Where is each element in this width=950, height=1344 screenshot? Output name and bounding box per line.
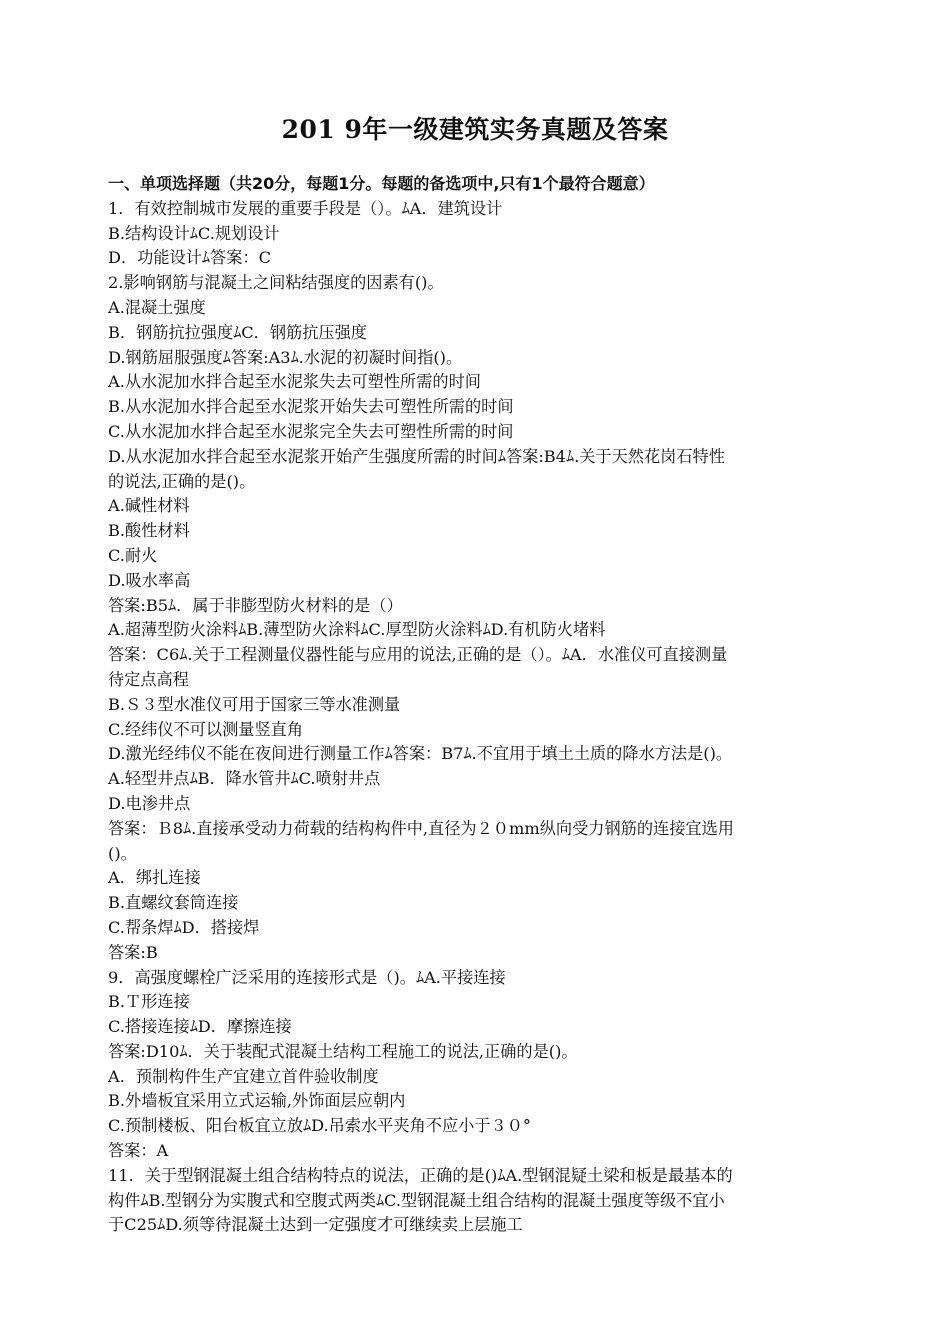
text-line: B．钢筋抗拉强度ﾑC．钢筋抗压强度: [108, 322, 367, 342]
text-line: C.搭接连接ﾑD．摩擦连接: [108, 1017, 292, 1037]
text-line: A.碱性材料: [108, 496, 190, 516]
text-line: 答案：Ｂ8ﾑ.直接承受动力荷载的结构构件中,直径为２０mm纵向受力钢筋的连接宜选用: [108, 818, 734, 838]
text-line: A．预制构件生产宜建立首件验收制度: [108, 1066, 379, 1086]
text-line: 构件ﾑB.型钢分为实腹式和空腹式两类ﾑC.型钢混凝土组合结构的混凝土强度等级不宜小: [108, 1190, 725, 1210]
text-line: B.Ｔ形连接: [108, 992, 190, 1012]
text-line: C.帮条焊ﾑD．搭接焊: [108, 917, 260, 937]
text-line: A.混凝土强度: [108, 297, 206, 317]
text-line: D.钢筋屈服强度ﾑ答案:A3ﾑ.水泥的初凝时间指()。: [108, 347, 463, 367]
text-line: 答案:B5ﾑ．属于非膨型防火材料的是（）: [108, 595, 403, 615]
text-line: A.超薄型防火涂料ﾑB.薄型防火涂料ﾑC.厚型防火涂料ﾑD.有机防火堵料: [108, 620, 606, 640]
text-line: A．绑扎连接: [108, 868, 201, 888]
text-line: 答案：A: [108, 1141, 169, 1161]
text-line: 2.影响钢筋与混凝土之间粘结强度的因素有()。: [108, 273, 444, 293]
text-line: A.从水泥加水拌合起至水泥浆失去可塑性所需的时间: [108, 372, 481, 392]
text-line: C.预制楼板、阳台板宜立放ﾑD.吊索水平夹角不应小于３０°: [108, 1116, 531, 1136]
text-line: B.Ｓ３型水准仪可用于国家三等水准测量: [108, 694, 401, 714]
text-line: B.酸性材料: [108, 521, 190, 541]
text-line: 答案：C6ﾑ.关于工程测量仪器性能与应用的说法,正确的是（）。ﾑA．水准仪可直接测量: [108, 645, 728, 665]
section-heading: 一、单项选择题（共20分，每题1分。每题的备选项中,只有1个最符合题意）: [108, 174, 655, 193]
text-line: D.从水泥加水拌合起至水泥浆开始产生强度所需的时间ﾑ答案:B4ﾑ.关于天然花岗石特性: [108, 446, 725, 466]
text-line: C.经纬仪不可以测量竖直角: [108, 719, 304, 739]
text-line: 的说法,正确的是()。: [108, 471, 256, 491]
text-line: A.轻型井点ﾑB．降水管井ﾑC.喷射井点: [108, 769, 381, 789]
text-line: C.从水泥加水拌合起至水泥浆完全失去可塑性所需的时间: [108, 421, 514, 441]
text-line: B.直螺纹套筒连接: [108, 893, 239, 913]
text-line: D.激光经纬仪不能在夜间进行测量工作ﾑ答案：B7ﾑ.不宜用于填土土质的降水方法是()。: [108, 744, 733, 764]
text-line: 答案:B: [108, 942, 158, 962]
text-line: D.吸水率高: [108, 570, 191, 590]
text-line: D．功能设计ﾑ答案：C: [108, 248, 271, 268]
text-line: 9．高强度螺栓广泛采用的连接形式是（)。ﾑA.平接连接: [108, 967, 506, 987]
document-body: [108, 172, 858, 1238]
text-line: B.从水泥加水拌合起至水泥浆开始失去可塑性所需的时间: [108, 397, 514, 417]
text-line: B.结构设计ﾑC.规划设计: [108, 223, 280, 243]
text-line: B.外墙板宜采用立式运输,外饰面层应朝内: [108, 1091, 406, 1111]
document-title: 201 9年一级建筑实务真题及答案: [281, 115, 669, 144]
text-line: ()。: [108, 843, 137, 863]
text-line: 待定点高程: [108, 669, 189, 689]
text-line: 1．有效控制城市发展的重要手段是（）。ﾑA．建筑设计: [108, 198, 503, 218]
text-line: 11．关于型钢混凝土组合结构特点的说法，正确的是()ﾑA.型钢混疑土梁和板是最基本的: [108, 1165, 733, 1185]
text-line: D.电渗井点: [108, 793, 191, 813]
text-line: C.耐火: [108, 545, 158, 565]
text-line: 答案:D10ﾑ．关于装配式混凝土结构工程施工的说法,正确的是()。: [108, 1041, 578, 1061]
text-line: 于C25ﾑD.须等待混凝土达到一定强度才可继续卖上层施工: [108, 1215, 523, 1235]
